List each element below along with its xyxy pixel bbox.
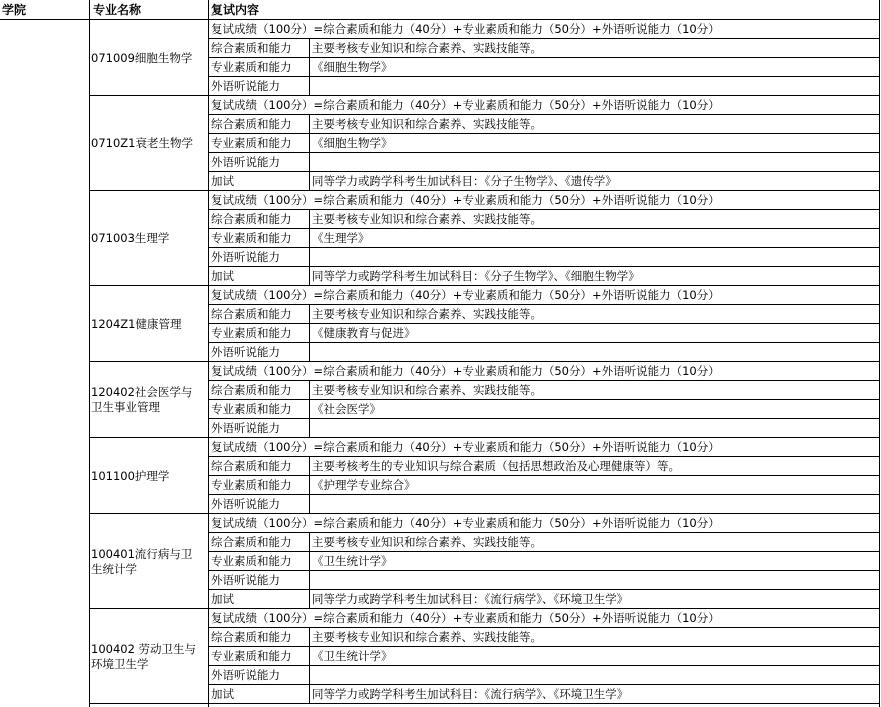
score-formula: 复试成绩（100分）=综合素质和能力（40分）+专业素质和能力（50分）+外语听说能力（10分）	[211, 611, 720, 625]
assessment-desc: 主要考核专业知识和综合素养、实践技能等。	[312, 117, 542, 131]
assessment-item: 加试	[211, 592, 234, 606]
assessment-desc: 主要考核考生的专业知识与综合素质（包括思想政治及心理健康等）等。	[312, 459, 680, 473]
col-border	[309, 39, 310, 95]
assessment-desc: 同等学力或跨学科考生加试科目：《流行病学》、《环境卫生学》	[312, 687, 629, 701]
major-name-text: 100401流行病与卫生统计学	[91, 546, 193, 576]
assessment-item: 综合素质和能力	[211, 41, 292, 55]
col-border	[309, 381, 310, 437]
major-name-text: 101100护理学	[91, 468, 170, 483]
assessment-item: 外语听说能力	[211, 573, 280, 587]
assessment-desc	[0, 495, 879, 514]
header-major: 专业名称	[93, 3, 142, 17]
assessment-desc: 主要考核专业知识和综合素养、实践技能等。	[312, 535, 542, 549]
assessment-desc	[0, 248, 879, 267]
assessment-desc: 主要考核专业知识和综合素养、实践技能等。	[312, 212, 542, 226]
header-college: 学院	[2, 3, 27, 17]
assessment-item: 综合素质和能力	[211, 212, 292, 226]
score-formula: 复试成绩（100分）=综合素质和能力（40分）+专业素质和能力（50分）+外语听说能力（10分）	[211, 98, 720, 112]
assessment-item: 外语听说能力	[211, 421, 280, 435]
assessment-item: 外语听说能力	[211, 497, 280, 511]
assessment-item: 专业素质和能力	[211, 60, 292, 74]
major-name-text: 1204Z1健康管理	[91, 316, 182, 331]
assessment-item: 外语听说能力	[211, 668, 280, 682]
assessment-desc: 同等学力或跨学科考生加试科目：《分子生物学》、《细胞生物学》	[312, 269, 640, 283]
col-border	[309, 210, 310, 285]
assessment-desc: 主要考核专业知识和综合素养、实践技能等。	[312, 307, 542, 321]
score-formula: 复试成绩（100分）=综合素质和能力（40分）+专业素质和能力（50分）+外语听说能力（10分）	[211, 440, 720, 454]
assessment-item: 加试	[211, 269, 234, 283]
assessment-desc	[0, 571, 879, 590]
score-formula: 复试成绩（100分）=综合素质和能力（40分）+专业素质和能力（50分）+外语听说能力（10分）	[211, 193, 720, 207]
major-name-text: 0710Z1衰老生物学	[91, 136, 193, 150]
assessment-item: 外语听说能力	[211, 79, 280, 93]
header-border	[0, 19, 880, 20]
score-formula: 复试成绩（100分）=综合素质和能力（40分）+专业素质和能力（50分）+外语听说能力（10分）	[211, 22, 720, 36]
assessment-item: 外语听说能力	[211, 155, 280, 169]
assessment-item: 外语听说能力	[211, 250, 280, 264]
col-border	[208, 0, 209, 707]
major-name-text: 071003生理学	[91, 231, 170, 245]
assessment-item: 加试	[211, 174, 234, 188]
col-border	[309, 533, 310, 608]
assessment-item: 综合素质和能力	[211, 630, 292, 644]
header-content: 复试内容	[211, 3, 260, 17]
assessment-desc	[0, 153, 879, 172]
col-border	[309, 305, 310, 361]
assessment-item: 专业素质和能力	[211, 136, 292, 150]
assessment-desc: 《护理学专业综合》	[312, 478, 416, 492]
assessment-desc	[0, 419, 879, 438]
assessment-desc: 主要考核专业知识和综合素养、实践技能等。	[312, 383, 542, 397]
assessment-desc: 主要考核专业知识和综合素养、实践技能等。	[312, 630, 542, 644]
assessment-desc	[0, 666, 879, 685]
assessment-item: 综合素质和能力	[211, 535, 292, 549]
assessment-item: 专业素质和能力	[211, 231, 292, 245]
score-formula: 复试成绩（100分）=综合素质和能力（40分）+专业素质和能力（50分）+外语听说能力（10分）	[211, 288, 720, 302]
assessment-desc: 同等学力或跨学科考生加试科目：《流行病学》、《环境卫生学》	[312, 592, 629, 606]
assessment-desc: 主要考核专业知识和综合素养、实践技能等。	[312, 41, 542, 55]
major-name-text: 100402 劳动卫生与环境卫生学	[91, 641, 197, 671]
assessment-desc	[0, 77, 879, 96]
assessment-item: 加试	[211, 687, 234, 701]
col-border	[309, 457, 310, 513]
assessment-desc	[0, 343, 879, 362]
assessment-item: 综合素质和能力	[211, 307, 292, 321]
col-border	[879, 0, 880, 707]
assessment-desc: 《生理学》	[312, 231, 370, 245]
score-formula: 复试成绩（100分）=综合素质和能力（40分）+专业素质和能力（50分）+外语听说能力（10分）	[211, 516, 720, 530]
assessment-item: 综合素质和能力	[211, 459, 292, 473]
col-border	[309, 115, 310, 190]
col-border	[89, 0, 90, 707]
score-formula: 复试成绩（100分）=综合素质和能力（40分）+专业素质和能力（50分）+外语听说能力（10分）	[211, 364, 720, 378]
assessment-item: 专业素质和能力	[211, 649, 292, 663]
assessment-desc: 《卫生统计学》	[312, 554, 393, 568]
major-name-text: 120402社会医学与卫生事业管理	[91, 385, 193, 414]
assessment-item: 外语听说能力	[211, 345, 280, 359]
assessment-item: 专业素质和能力	[211, 554, 292, 568]
assessment-item: 专业素质和能力	[211, 326, 292, 340]
assessment-item: 综合素质和能力	[211, 383, 292, 397]
major-name-text: 071009细胞生物学	[91, 50, 193, 65]
assessment-desc: 同等学力或跨学科考生加试科目：《分子生物学》、《遗传学》	[312, 174, 617, 188]
assessment-desc: 《卫生统计学》	[312, 649, 393, 663]
assessment-desc: 《社会医学》	[312, 402, 381, 416]
col-border	[309, 628, 310, 703]
assessment-item: 专业素质和能力	[211, 402, 292, 416]
assessment-desc: 《细胞生物学》	[312, 60, 393, 74]
assessment-desc: 《细胞生物学》	[312, 136, 393, 150]
assessment-desc: 《健康教育与促进》	[312, 326, 416, 340]
assessment-item: 专业素质和能力	[211, 478, 292, 492]
assessment-item: 综合素质和能力	[211, 117, 292, 131]
